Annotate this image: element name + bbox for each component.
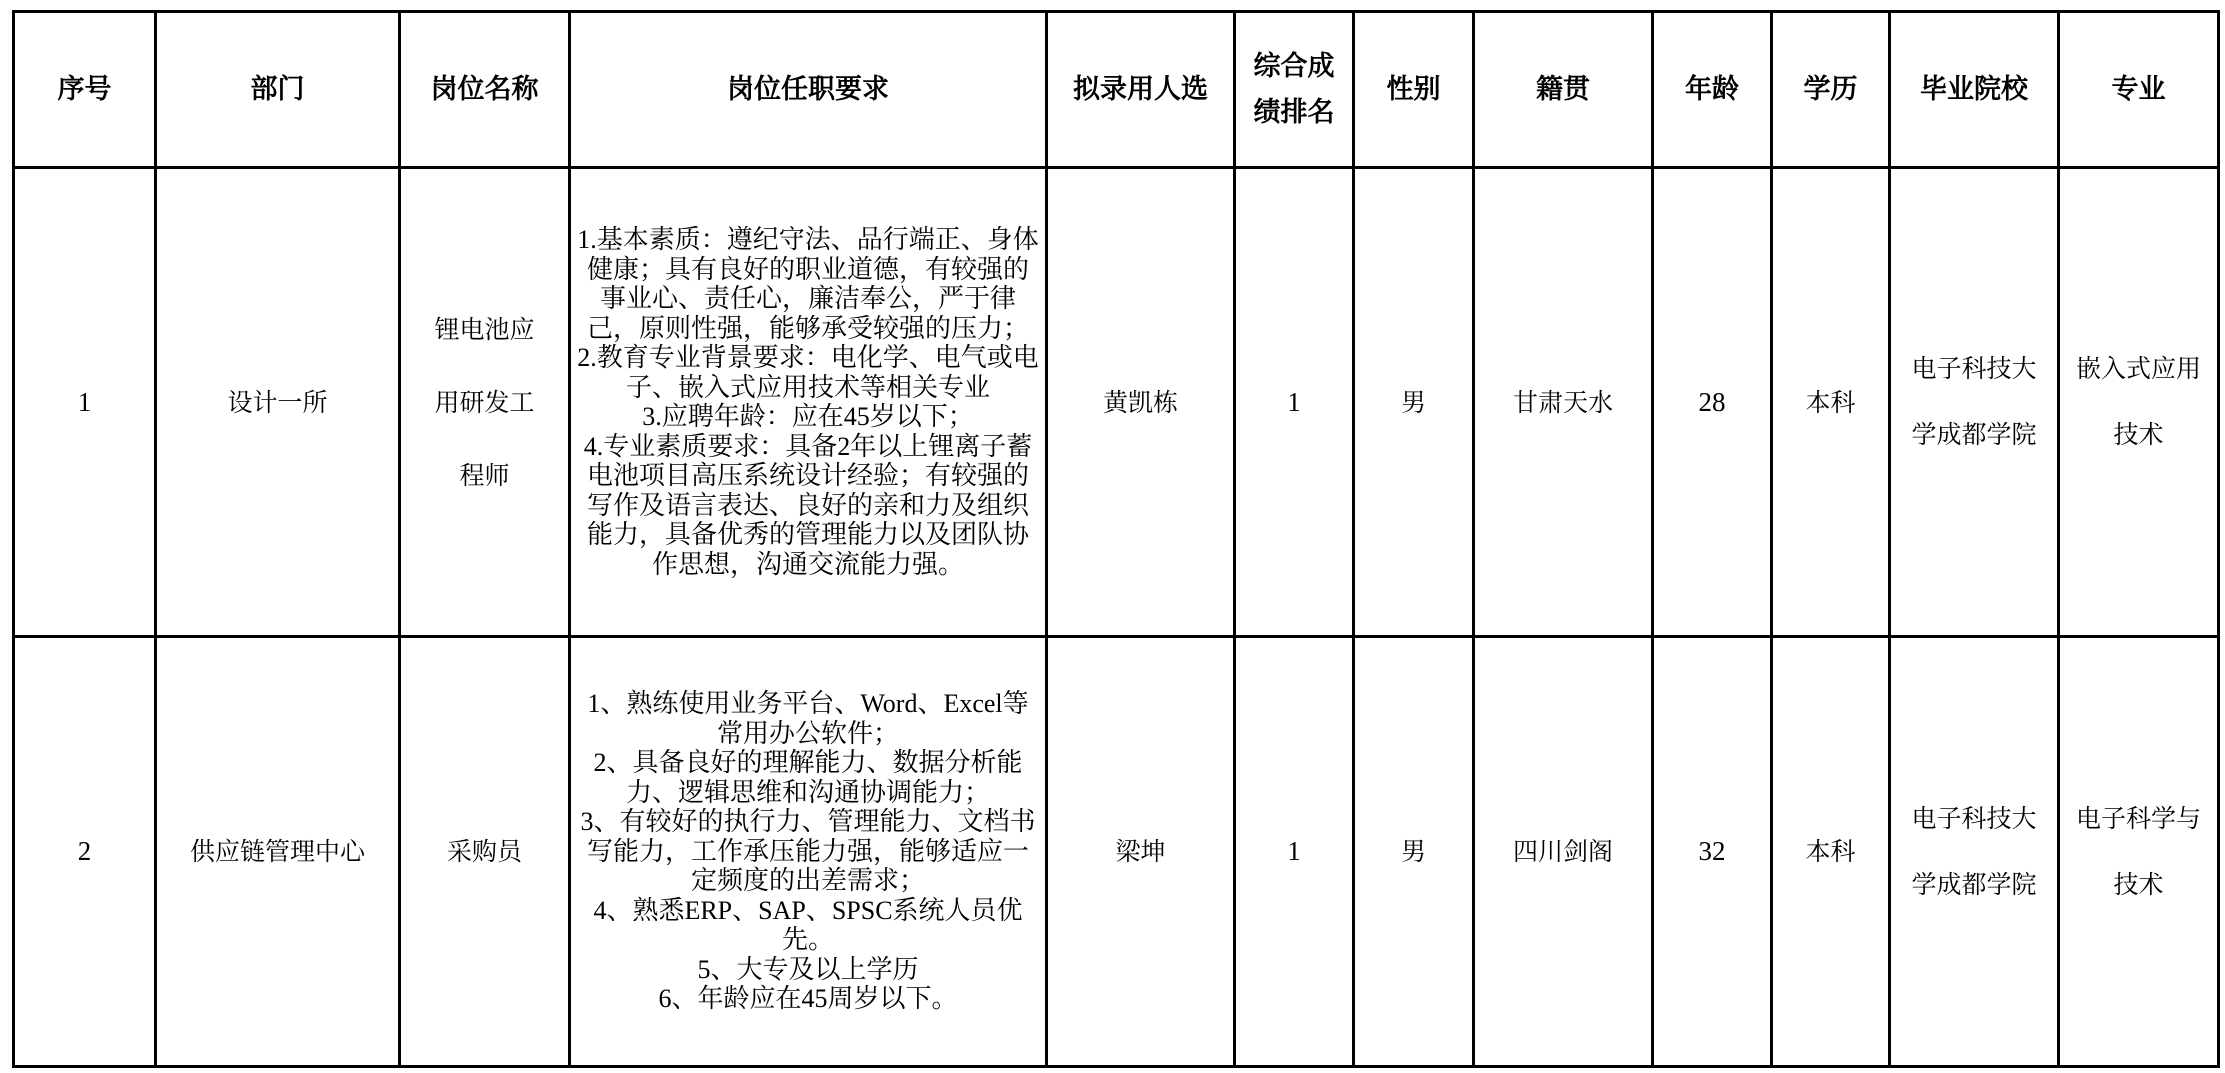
requirement-item: 2、具备良好的理解能力、数据分析能力、逻辑思维和沟通协调能力； [593,748,1023,807]
cell-education: 本科 [1772,168,1890,637]
requirement-item: 5、大专及以上学历 [697,954,919,984]
cell-requirements [570,168,1047,637]
cell-gender: 男 [1354,168,1474,637]
requirement-item: 6、年龄应在45周岁以下。 [658,984,958,1014]
requirement-item: 4.专业素质要求：具备2年以上锂离子蓄电池项目高压系统设计经验；有较强的写作及语言表达、良好的亲和力及组织能力，具备优秀的管理能力以及团队协作思想，沟通交流能力强。 [583,431,1033,579]
cell-hometown: 甘肃天水 [1474,168,1653,637]
cell-major: 嵌入式应用技术 [2059,168,2219,637]
header-position: 岗位名称 [400,12,570,168]
header-index: 序号 [14,12,156,168]
table-row [14,637,2219,1067]
cell-major: 电子科学与技术 [2059,637,2219,1067]
cell-gender: 男 [1354,637,1474,1067]
table-row [14,168,2219,637]
requirement-item: 1、熟练使用业务平台、Word、Excel等常用办公软件； [587,689,1029,748]
header-candidate: 拟录用人选 [1047,12,1235,168]
cell-rank: 1 [1235,168,1354,637]
cell-education: 本科 [1772,637,1890,1067]
header-row [14,12,2219,168]
cell-school: 电子科技大学成都学院 [1890,168,2059,637]
requirement-item: 4、熟悉ERP、SAP、SPSC系统人员优先。 [593,895,1023,955]
header-hometown: 籍贯 [1474,12,1653,168]
cell-index: 1 [14,168,156,637]
requirement-item: 1.基本素质：遵纪守法、品行端正、身体健康；具有良好的职业道德，有较强的事业心、责任心，廉洁奉公，严于律己，原则性强，能够承受较强的压力； [577,225,1039,343]
header-age: 年龄 [1653,12,1772,168]
cell-department: 供应链管理中心 [156,637,400,1067]
cell-candidate: 梁坤 [1047,637,1235,1067]
cell-index: 2 [14,637,156,1067]
header-major: 专业 [2059,12,2219,168]
requirement-item: 3.应聘年龄：应在45岁以下； [642,402,974,431]
cell-candidate: 黄凯栋 [1047,168,1235,637]
cell-rank: 1 [1235,637,1354,1067]
cell-position: 采购员 [400,637,570,1067]
header-school: 毕业院校 [1890,12,2059,168]
cell-age: 32 [1653,637,1772,1067]
header-gender: 性别 [1354,12,1474,168]
header-rank-line2: 绩排名 [1253,96,1335,128]
cell-school: 电子科技大学成都学院 [1890,637,2059,1067]
cell-requirements [570,637,1047,1067]
header-rank [1235,12,1354,168]
recruitment-table [12,10,2220,1068]
header-rank-line1: 综合成 [1253,50,1335,82]
requirement-item: 3、有较好的执行力、管理能力、文档书写能力，工作承压能力强，能够适应一定频度的出差需求； [580,807,1036,896]
cell-position: 锂电池应用研发工程师 [400,168,570,637]
header-department: 部门 [156,12,400,168]
header-requirements: 岗位任职要求 [570,12,1047,168]
cell-age: 28 [1653,168,1772,637]
requirement-item: 2.教育专业背景要求：电化学、电气或电子、嵌入式应用技术等相关专业 [577,343,1039,402]
cell-hometown: 四川剑阁 [1474,637,1653,1067]
header-education: 学历 [1772,12,1890,168]
cell-department: 设计一所 [156,168,400,637]
